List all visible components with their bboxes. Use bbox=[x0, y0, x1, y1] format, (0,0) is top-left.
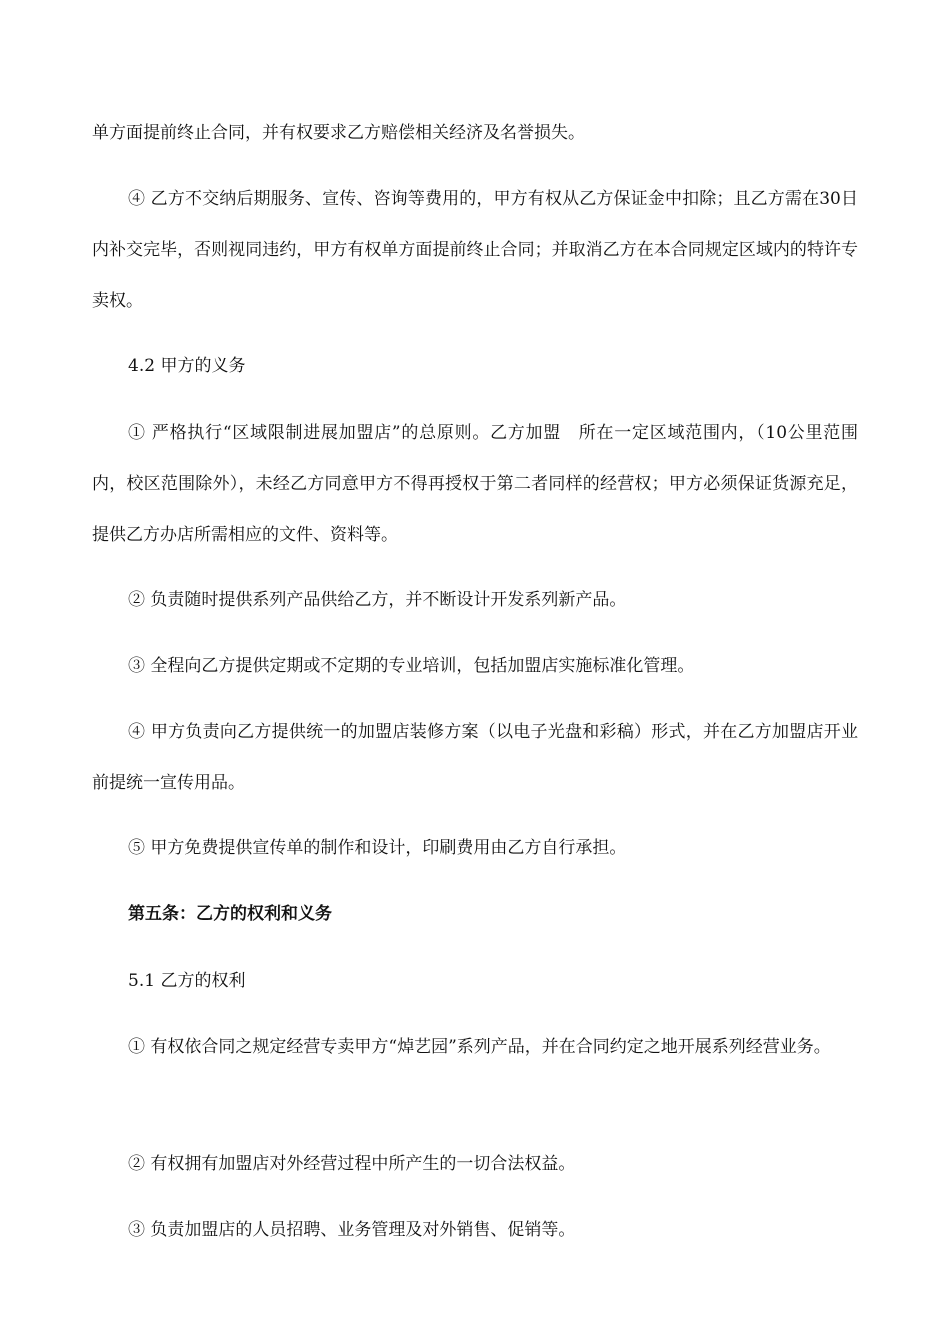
paragraph-9: ② 有权拥有加盟店对外经营过程中所产生的一切合法权益。 bbox=[128, 1154, 576, 1174]
section-heading-5-1: 5.1 乙方的权利 bbox=[128, 971, 246, 991]
section-heading-4-2: 4.2 甲方的义务 bbox=[128, 356, 246, 376]
paragraph-7: ⑤ 甲方免费提供宣传单的制作和设计，印刷费用由乙方自行承担。 bbox=[128, 838, 627, 858]
paragraph-2: ④ 乙方不交纳后期服务、宣传、咨询等费用的，甲方有权从乙方保证金中扣除；且乙方需在30日内补交完毕，否则视同违约，甲方有权单方面提前终止合同；并取消乙方在本合同规定区域内的特许专卖权。 bbox=[92, 189, 858, 311]
paragraph-6: ④ 甲方负责向乙方提供统一的加盟店装修方案（以电子光盘和彩稿）形式，并在乙方加盟店开业前提统一宣传用品。 bbox=[92, 722, 858, 793]
paragraph-5: ③ 全程向乙方提供定期或不定期的专业培训，包括加盟店实施标准化管理。 bbox=[128, 656, 695, 676]
paragraph-3: ① 严格执行“区域限制进展加盟店”的总原则。乙方加盟 所在一定区域范围内，（10公里范围内，校区范围除外），未经乙方同意甲方不得再授权于第二者同样的经营权；甲方必须保证货源充足，提供乙方办店所需相应的文件、资料等。 bbox=[92, 423, 858, 545]
paragraph-4: ② 负责随时提供系列产品供给乙方，并不断设计开发系列新产品。 bbox=[128, 590, 627, 610]
paragraph-10: ③ 负责加盟店的人员招聘、业务管理及对外销售、促销等。 bbox=[128, 1220, 576, 1240]
article-heading-5: 第五条：乙方的权利和义务 bbox=[128, 904, 332, 924]
paragraph-1: 单方面提前终止合同，并有权要求乙方赔偿相关经济及名誉损失。 bbox=[92, 123, 585, 143]
paragraph-8: ① 有权依合同之规定经营专卖甲方“焯艺园”系列产品，并在合同约定之地开展系列经营业务。 bbox=[128, 1037, 831, 1057]
